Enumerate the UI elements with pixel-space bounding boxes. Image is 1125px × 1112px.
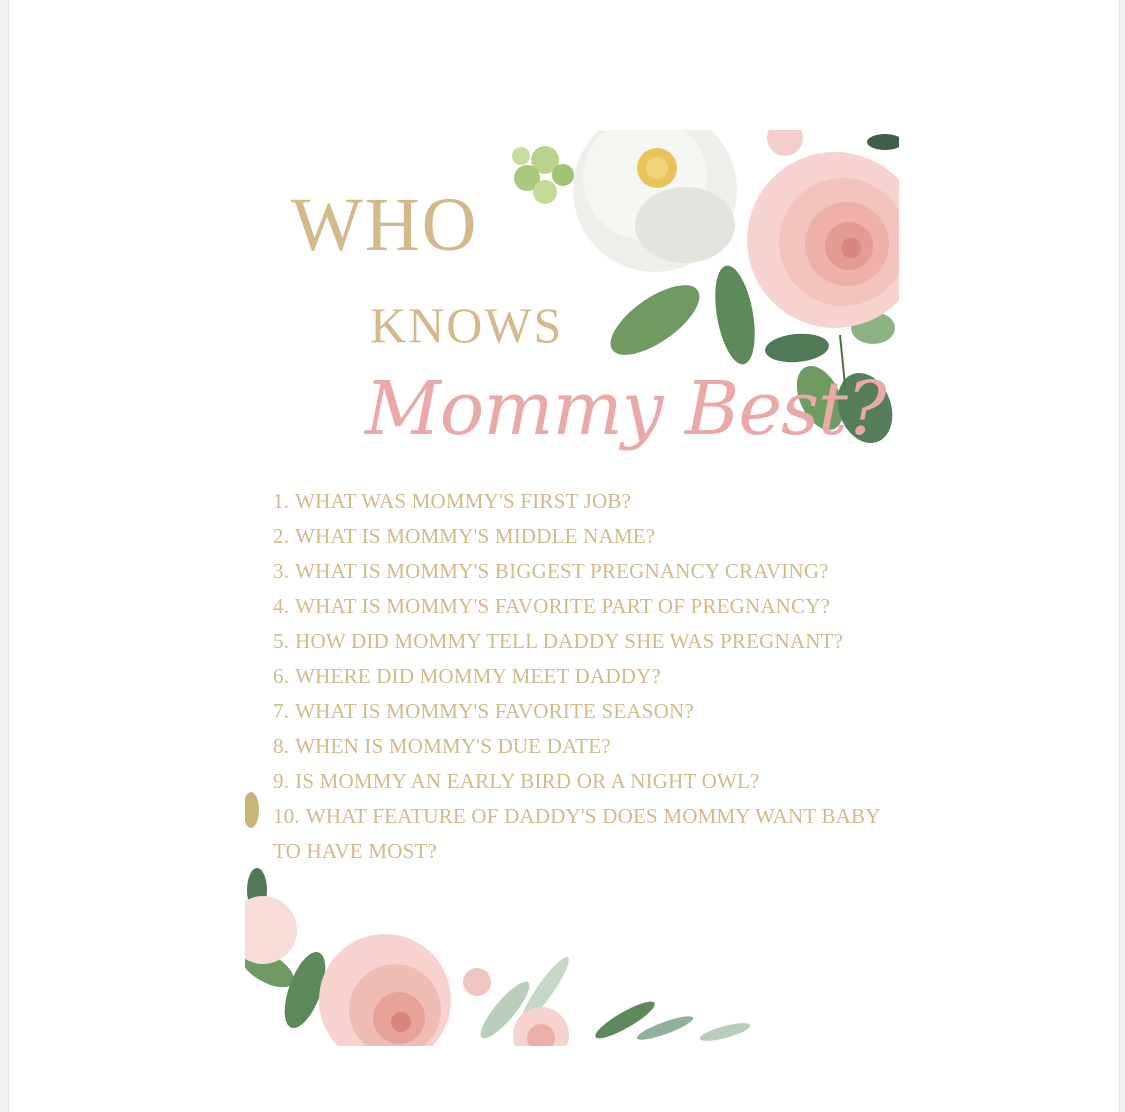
question-list [273, 484, 899, 869]
question-text: IS MOMMY AN EARLY BIRD OR A NIGHT OWL? [295, 769, 760, 793]
document-page [8, 0, 1120, 1112]
question-item [273, 554, 899, 589]
question-item [273, 659, 899, 694]
question-item [273, 589, 899, 624]
title-knows: KNOWS [370, 297, 564, 353]
question-text: WHAT IS MOMMY'S FAVORITE PART OF PREGNANCY? [295, 594, 831, 618]
question-number: 4. [273, 594, 290, 618]
title-mommy-best: Mommy Best? [365, 366, 886, 452]
question-text: HOW DID MOMMY TELL DADDY SHE WAS PREGNANT? [295, 629, 844, 653]
question-number: 1. [273, 489, 290, 513]
game-card [245, 130, 899, 1046]
question-text: WHAT IS MOMMY'S BIGGEST PREGNANCY CRAVING? [295, 559, 829, 583]
question-item [273, 799, 893, 869]
question-text: WHAT FEATURE OF DADDY'S DOES MOMMY WANT BABY TO HAVE MOST? [273, 804, 880, 863]
question-number: 5. [273, 629, 290, 653]
question-item [273, 764, 899, 799]
question-item [273, 519, 899, 554]
question-text: WHAT WAS MOMMY'S FIRST JOB? [295, 489, 632, 513]
question-item [273, 694, 899, 729]
question-number: 8. [273, 734, 290, 758]
question-number: 9. [273, 769, 290, 793]
question-text: WHAT IS MOMMY'S FAVORITE SEASON? [295, 699, 694, 723]
question-number: 3. [273, 559, 290, 583]
question-item [273, 729, 899, 764]
question-text: WHERE DID MOMMY MEET DADDY? [295, 664, 662, 688]
question-number: 2. [273, 524, 290, 548]
question-number: 7. [273, 699, 290, 723]
question-text: WHAT IS MOMMY'S MIDDLE NAME? [295, 524, 656, 548]
question-number: 6. [273, 664, 290, 688]
question-text: WHEN IS MOMMY'S DUE DATE? [295, 734, 611, 758]
question-item [273, 484, 899, 519]
question-number: 10. [273, 804, 300, 828]
title-who: WHO [291, 183, 479, 267]
question-item [273, 624, 899, 659]
